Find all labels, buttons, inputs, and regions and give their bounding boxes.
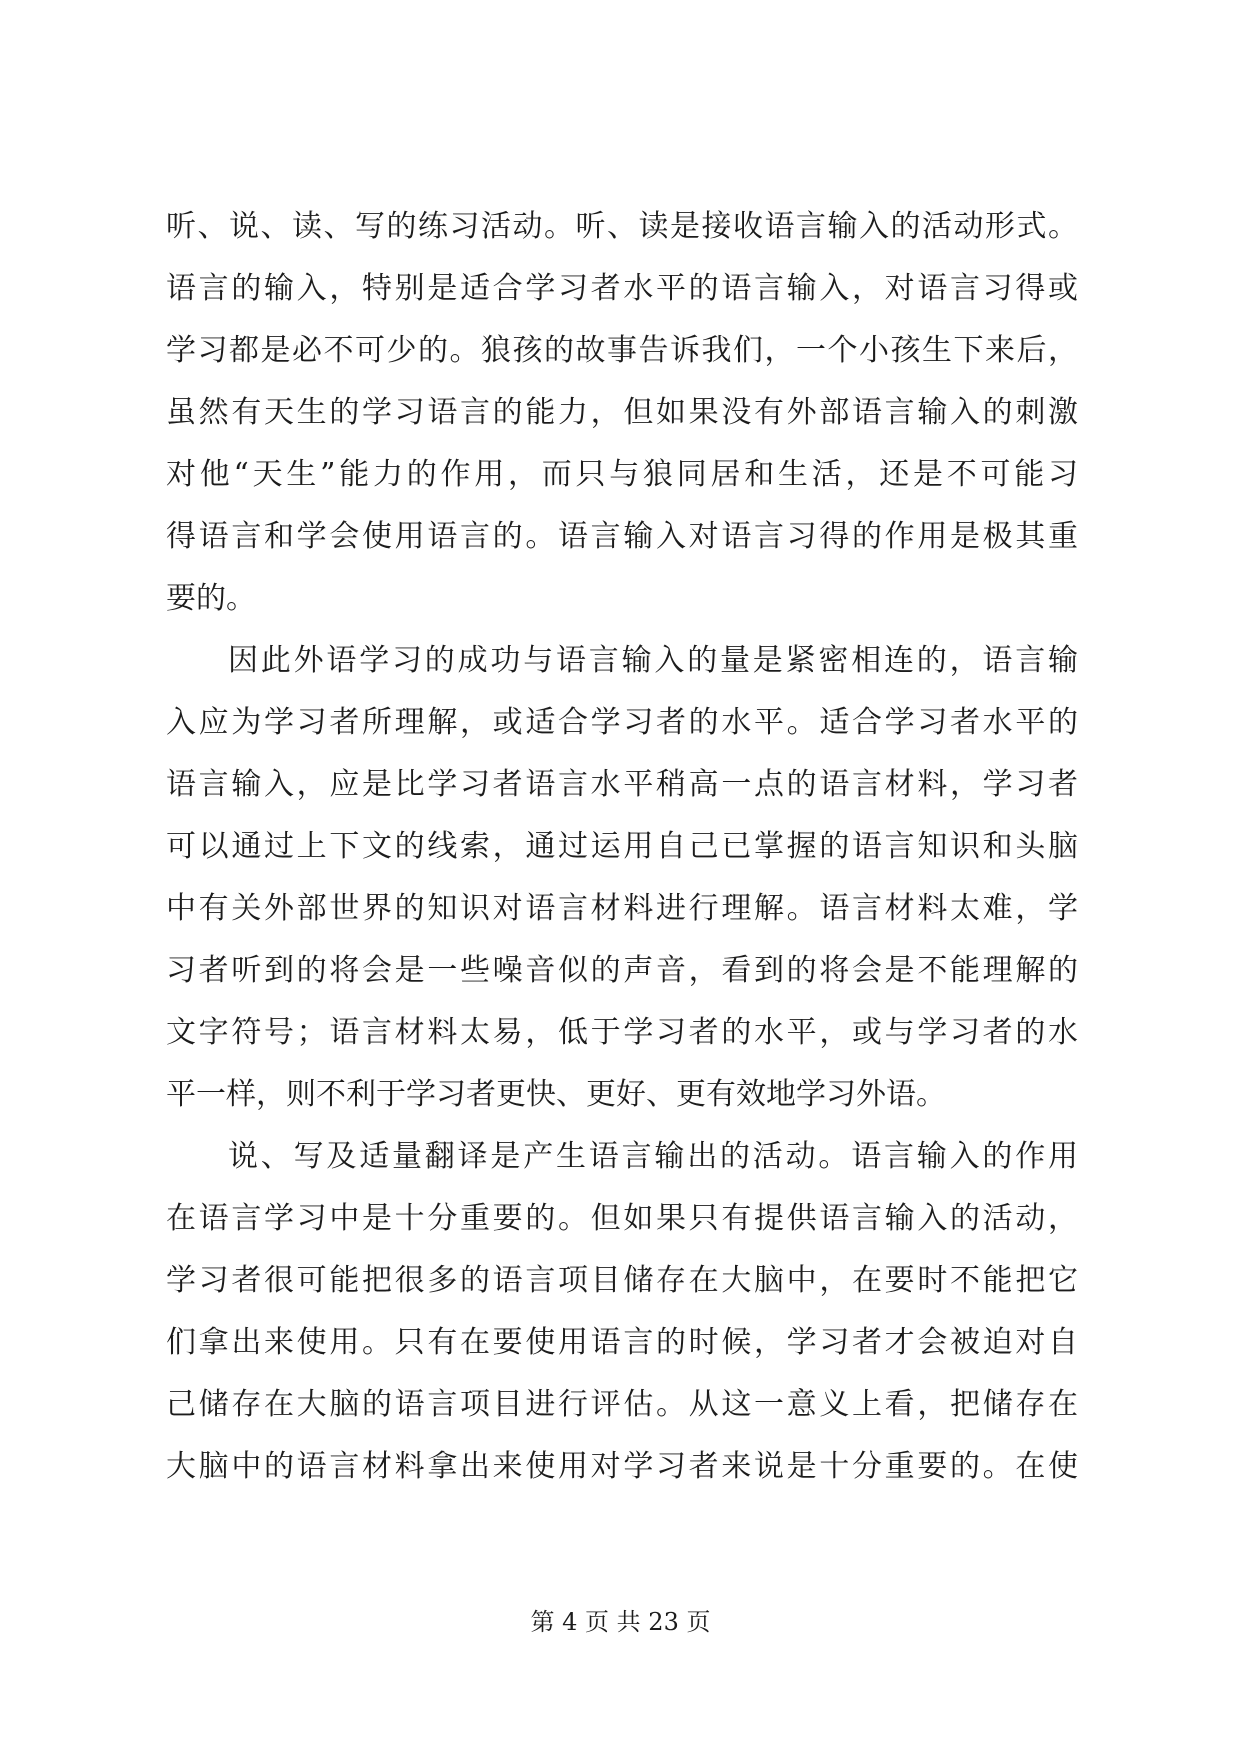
body-text	[166, 196, 1078, 1498]
text-line: 己储存在大脑的语言项目进行评估。从这一意义上看，把储存在	[166, 1387, 1078, 1422]
page-footer: 第 4 页 共 23 页	[530, 1608, 711, 1636]
text-line: 得语言和学会使用语言的。语言输入对语言习得的作用是极其重	[166, 519, 1078, 554]
text-line: 虽然有天生的学习语言的能力，但如果没有外部语言输入的刺激	[166, 395, 1078, 430]
text-line: 学习者很可能把很多的语言项目储存在大脑中，在要时不能把它	[166, 1263, 1078, 1298]
text-line: 习者听到的将会是一些噪音似的声音，看到的将会是不能理解的	[166, 953, 1078, 988]
text-line: 中有关外部世界的知识对语言材料进行理解。语言材料太难，学	[166, 891, 1078, 926]
text-line: 在语言学习中是十分重要的。但如果只有提供语言输入的活动，	[166, 1201, 1078, 1236]
text-line: 可以通过上下文的线索，通过运用自己已掌握的语言知识和头脑	[166, 829, 1078, 864]
text-line: 要的。	[166, 581, 256, 616]
text-line: 学习都是必不可少的。狼孩的故事告诉我们，一个小孩生下来后，	[166, 333, 1078, 368]
text-line: 听、说、读、写的练习活动。听、读是接收语言输入的活动形式。	[166, 209, 1078, 244]
text-line: 入应为学习者所理解，或适合学习者的水平。适合学习者水平的	[166, 705, 1078, 740]
text-line: 语言的输入，特别是适合学习者水平的语言输入，对语言习得或	[166, 271, 1078, 306]
text-line: 大脑中的语言材料拿出来使用对学习者来说是十分重要的。在使	[166, 1449, 1078, 1484]
text-line: 文字符号；语言材料太易，低于学习者的水平，或与学习者的水	[166, 1015, 1078, 1050]
text-line: 对他“天生”能力的作用，而只与狼同居和生活，还是不可能习	[166, 457, 1078, 492]
text-line: 说、写及适量翻译是产生语言输出的活动。语言输入的作用	[228, 1139, 1078, 1174]
text-line: 因此外语学习的成功与语言输入的量是紧密相连的，语言输	[228, 643, 1078, 678]
text-line: 语言输入，应是比学习者语言水平稍高一点的语言材料，学习者	[166, 767, 1078, 802]
text-line: 平一样，则不利于学习者更快、更好、更有效地学习外语。	[166, 1077, 946, 1112]
text-line: 们拿出来使用。只有在要使用语言的时候，学习者才会被迫对自	[166, 1325, 1078, 1360]
